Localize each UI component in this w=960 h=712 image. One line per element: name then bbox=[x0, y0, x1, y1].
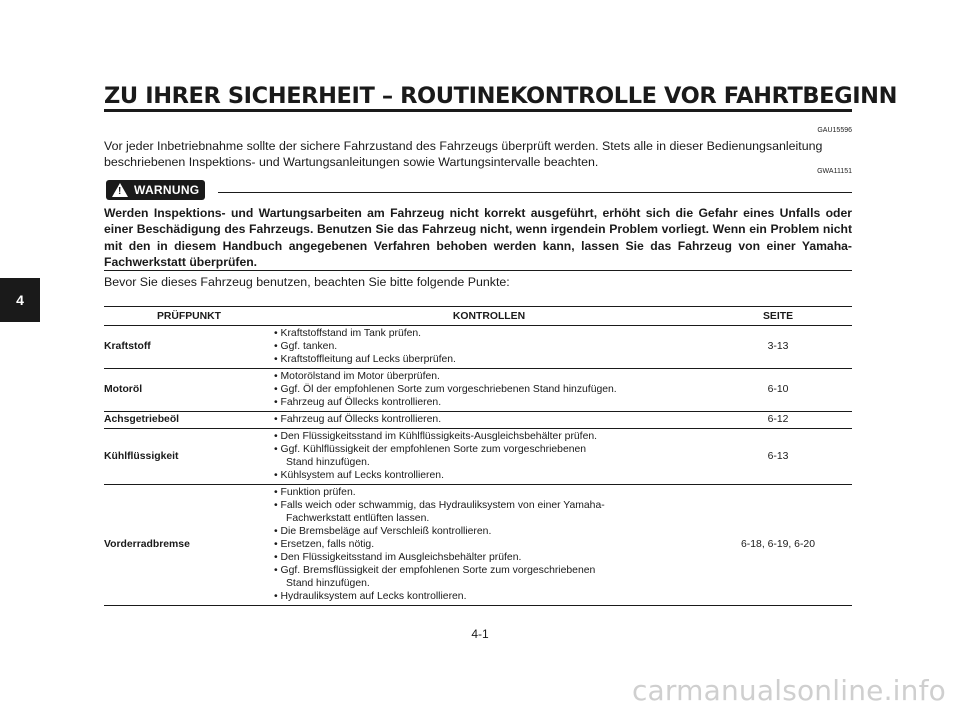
page-ref: 3-13 bbox=[704, 326, 852, 369]
check-line: Stand hinzufügen. bbox=[286, 457, 370, 468]
warning-reference-code: GWA11151 bbox=[817, 168, 852, 175]
intro-paragraph: Vor jeder Inbetriebnahme sollte der sichere Fahrzustand des Fahrzeugs überprüft werden. Stets alle in dieser Bedienungsanleitung beschriebenen Inspektions- und Wartungsanleitungen sowie Wartungsintervalle beachten. bbox=[104, 139, 823, 169]
table-row bbox=[104, 326, 852, 369]
check-line: • Kraftstoffleitung auf Lecks überprüfen. bbox=[274, 354, 456, 365]
check-table bbox=[104, 306, 852, 606]
check-line: • Die Bremsbeläge auf Verschleiß kontrollieren. bbox=[274, 526, 492, 537]
header-page: SEITE bbox=[704, 307, 852, 326]
warning-label: WARNUNG bbox=[134, 183, 200, 197]
table-row bbox=[104, 369, 852, 412]
check-line: • Kraftstoffstand im Tank prüfen. bbox=[274, 328, 422, 339]
title-block bbox=[104, 82, 898, 110]
page-number: 4-1 bbox=[471, 627, 489, 641]
check-line: • Ggf. Öl der empfohlenen Sorte zum vorgeschriebenen Stand hinzufügen. bbox=[274, 384, 617, 395]
check-line: Stand hinzufügen. bbox=[286, 578, 370, 589]
title-underline bbox=[104, 109, 852, 112]
check-list bbox=[274, 429, 704, 485]
check-item: Kühlflüssigkeit bbox=[104, 429, 274, 485]
warning-badge bbox=[106, 180, 205, 200]
check-line: • Fahrzeug auf Öllecks kontrollieren. bbox=[274, 397, 442, 408]
check-item: Vorderradbremse bbox=[104, 485, 274, 606]
check-line: • Fahrzeug auf Öllecks kontrollieren. bbox=[274, 414, 442, 425]
check-line: • Ggf. Bremsflüssigkeit der empfohlenen Sorte zum vorgeschriebenen bbox=[274, 565, 596, 576]
check-list bbox=[274, 326, 704, 369]
table-row bbox=[104, 429, 852, 485]
check-item: Achsgetriebeöl bbox=[104, 412, 274, 429]
check-line: • Ersetzen, falls nötig. bbox=[274, 539, 375, 550]
check-line: • Ggf. tanken. bbox=[274, 341, 338, 352]
check-line: • Funktion prüfen. bbox=[274, 487, 356, 498]
check-list bbox=[274, 412, 704, 429]
warning-bottom-rule bbox=[104, 270, 852, 271]
check-item: Motoröl bbox=[104, 369, 274, 412]
chapter-tab: 4 bbox=[0, 278, 40, 322]
before-use-text: Bevor Sie dieses Fahrzeug benutzen, beachten Sie bitte folgende Punkte: bbox=[104, 275, 510, 289]
page-ref: 6-10 bbox=[704, 369, 852, 412]
table-header-row bbox=[104, 307, 852, 326]
header-item: PRÜFPUNKT bbox=[104, 307, 274, 326]
check-line: • Falls weich oder schwammig, das Hydrauliksystem von einer Yamaha- bbox=[274, 500, 605, 511]
page-title: ZU IHRER SICHERHEIT – ROUTINEKONTROLLE VOR FAHRTBEGINN bbox=[104, 83, 898, 109]
page-ref: 6-18, 6-19, 6-20 bbox=[704, 485, 852, 606]
table-row bbox=[104, 485, 852, 606]
check-line: • Kühlsystem auf Lecks kontrollieren. bbox=[274, 470, 444, 481]
page-ref: 6-13 bbox=[704, 429, 852, 485]
check-line: • Den Flüssigkeitsstand im Ausgleichsbehälter prüfen. bbox=[274, 552, 522, 563]
warning-top-rule bbox=[218, 192, 852, 193]
check-line: • Ggf. Kühlflüssigkeit der empfohlenen Sorte zum vorgeschriebenen bbox=[274, 444, 587, 455]
warning-triangle-icon: ! bbox=[112, 183, 128, 197]
check-line: • Den Flüssigkeitsstand im Kühlflüssigkeits-Ausgleichsbehälter prüfen. bbox=[274, 431, 598, 442]
check-line: Fachwerkstatt entlüften lassen. bbox=[286, 513, 430, 524]
check-item: Kraftstoff bbox=[104, 326, 274, 369]
intro-reference-code: GAU15596 bbox=[817, 127, 852, 134]
check-list bbox=[274, 485, 704, 606]
page-ref: 6-12 bbox=[704, 412, 852, 429]
check-line: • Motorölstand im Motor überprüfen. bbox=[274, 371, 440, 382]
check-list bbox=[274, 369, 704, 412]
header-checks: KONTROLLEN bbox=[274, 307, 704, 326]
table-row bbox=[104, 412, 852, 429]
check-line: • Hydrauliksystem auf Lecks kontrollieren. bbox=[274, 591, 467, 602]
watermark: carmanualsonline.info bbox=[631, 674, 946, 707]
warning-text: Werden Inspektions- und Wartungsarbeiten am Fahrzeug nicht korrekt ausgeführt, erhöht sich die Gefahr eines Unfalls oder einer Beschädigung des Fahrzeugs. Benutzen Sie das Fahrzeug nicht, wenn irgendein Problem vorliegt. Wenn ein Problem nicht mit den in diesem Handbuch angegebenen Verfahren behoben werden kann, lassen Sie das Fahrzeug von einer Yamaha-Fachwerkstatt überprüfen. bbox=[104, 206, 852, 270]
